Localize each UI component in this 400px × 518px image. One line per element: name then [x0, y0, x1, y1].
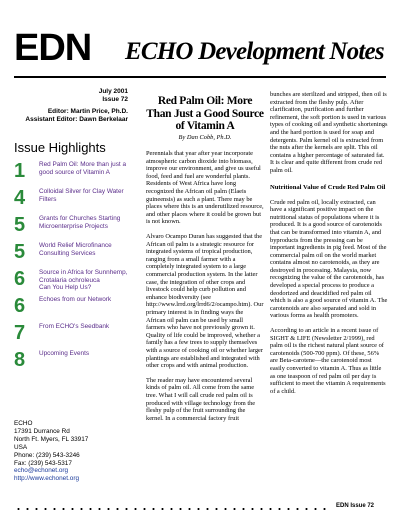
contact-org: ECHO: [14, 420, 33, 427]
issue-highlights-heading: Issue Highlights: [14, 140, 106, 155]
highlight-item[interactable]: [14, 350, 128, 377]
highlight-text: [39, 296, 131, 304]
section-heading: Nutritional Value of Crude Red Palm Oil: [270, 183, 386, 191]
article-column-middle: [146, 95, 264, 422]
contact-fax: Fax: (239) 543-5317: [14, 459, 72, 467]
article-paragraph: According to an article in a recent issue of SIGHT & LIFE (Newsletter 2/1999), red palm oil is the richest natural plant source of carotenoids (500-700 ppm). Of these, 56% are Beta-carotene—the carotenoid most easily converted to vitamin A. Thus as little as one teaspoon of red palm oil per day is sufficient to meet the vitamin A requirements of a child.: [270, 327, 386, 395]
issue-date: July 2001: [98, 88, 128, 95]
highlight-page-number: 7: [14, 322, 26, 344]
highlight-page-number: 1: [14, 160, 26, 182]
article-title: Red Palm Oil: More Than Just a Good Source of Vitamin A: [146, 95, 264, 132]
footer-label: EDN Issue 72: [336, 503, 375, 509]
highlight-item[interactable]: [14, 188, 128, 215]
article-paragraph: Perennials that year after year incorporate atmospheric carbon dioxide into biomass, improve our environment, and give us useful food, feed and fuel are wonderful plants. Residents of West Africa have long recognized the African oil palm (Elaeis guineensis) as such a plant. There may be places where this is an underutilized resource, and other places where it could be grown but is not known.: [146, 150, 264, 226]
highlight-text: [39, 350, 131, 358]
edn-logo: EDN: [14, 27, 92, 69]
editors: [14, 108, 128, 124]
left-column: [14, 88, 128, 377]
highlight-page-number: 5: [14, 214, 26, 236]
highlight-page-number: 6: [14, 268, 26, 290]
highlight-line[interactable]: World Relief Microfinance Consulting Services: [39, 242, 112, 257]
contact-phone: Phone: (239) 543-3246: [14, 451, 80, 459]
highlight-item[interactable]: [14, 161, 128, 188]
contact-email-link[interactable]: echo@echonet.org: [14, 467, 69, 475]
highlight-line[interactable]: Source in Africa for Sunnhemp, Crotalaria ochroleuca: [39, 269, 128, 284]
highlight-item[interactable]: [14, 296, 128, 323]
editor-name: Editor: Martin Price, Ph.D.: [47, 108, 128, 115]
header-divider: [14, 76, 386, 78]
highlight-page-number: 8: [14, 349, 26, 371]
article-paragraph: Alvaro Ocampo Duran has suggested that the African oil palm is a strategic resource for integrated systems of tropical production, ranging from a small farmer with a completely integrated system to a large commercial production system. In the latter case, the integration of other crops and livestock could help curb pollution and enhance biodiversity (see http://www.lrrd.org/lrrd6/2/ocampo.htm). Our primary interest is in finding ways the African oil palm can be used by small farmers who have not previously grown it. Quality of life could be improved, whether a family has a few trees to supply themselves with a source of cooking oil or whether larger plantings are established and integrated with other crops and with animal production.: [146, 233, 264, 370]
issue-info: [14, 88, 128, 104]
article-byline: By Dan Cobb, Ph.D.: [178, 133, 232, 141]
article-paragraph: bunches are sterilized and stripped, then oil is extracted from the fleshy pulp. After clarification, purification and further refinement, the soft portion is used in various types of cooking oil and synthetic shortenings and the hard portion is used for soap and detergents. Palm kernel oil is extracted from the nuts after the kernels are split. This oil contains a higher percentage of saturated fat. It is clear and quite different from crude red palm oil.: [270, 91, 388, 174]
highlight-item[interactable]: [14, 323, 128, 350]
highlight-item[interactable]: [14, 242, 128, 269]
highlight-text: [39, 188, 131, 203]
article-paragraph: The reader may have encountered several kinds of palm oil. All come from the same tree. What I will call crude red palm oil is produced with village technology from the fleshy pulp of the fruit surrounding the kernel. In a commercial factory fruit: [146, 376, 256, 422]
highlight-text: [39, 323, 131, 331]
contact-city: North Ft. Myers, FL 33917: [14, 435, 89, 443]
issue-highlights-list: [14, 161, 128, 377]
assistant-editor-name: Assistant Editor: Dawn Berkelaar: [25, 116, 128, 123]
highlight-item[interactable]: [14, 215, 128, 242]
highlight-line[interactable]: Can You Help Us?: [39, 284, 92, 292]
highlight-line[interactable]: Grants for Churches Starting Microenterprise Projects: [39, 215, 121, 230]
journal-title: ECHO Development Notes: [125, 38, 384, 65]
footer-dotted-rule: [14, 507, 332, 511]
contact-block: [14, 420, 128, 483]
highlight-line[interactable]: Red Palm Oil: More than just a good source of Vitamin A: [39, 161, 127, 176]
article-paragraph: Crude red palm oil, locally extracted, can have a significant positive impact on the nutritional status of populations where it is produced. It is a good source of carotenoids that can be transformed into vitamin A, and byproducts from the pressing can be important ingredients in pig feed. Most of the commercial palm oil on the world market contains almost no carotenoids, as they are destroyed in processing. Malaysia, now recognizing the value of the carotenoids, has developed a special process to produce a deodorized and deacidified red palm oil which is also a good source of vitamin A. The carotenoids are also separated and sold in various forms as health promoters.: [270, 198, 388, 320]
highlight-page-number: 4: [14, 187, 26, 209]
highlight-page-number: 5: [14, 241, 26, 263]
highlight-page-number: 6: [14, 295, 26, 317]
highlight-line[interactable]: Echoes from our Network: [39, 296, 112, 303]
highlight-line[interactable]: Colloidal Silver for Clay Water Filters: [39, 188, 124, 203]
highlight-text: [39, 242, 131, 257]
highlight-line[interactable]: Upcoming Events: [39, 350, 90, 357]
highlight-text: [39, 215, 131, 230]
highlight-line[interactable]: From ECHO's Seedbank: [39, 323, 110, 330]
article-column-right: [270, 91, 388, 395]
contact-country: USA: [14, 443, 28, 451]
issue-number: Issue 72: [102, 96, 128, 103]
highlight-item[interactable]: [14, 269, 128, 296]
highlight-text: [39, 269, 131, 292]
contact-street: 17391 Durrance Rd: [14, 427, 70, 435]
contact-web-link[interactable]: http://www.echonet.org: [14, 475, 80, 483]
highlight-text: [39, 161, 131, 176]
